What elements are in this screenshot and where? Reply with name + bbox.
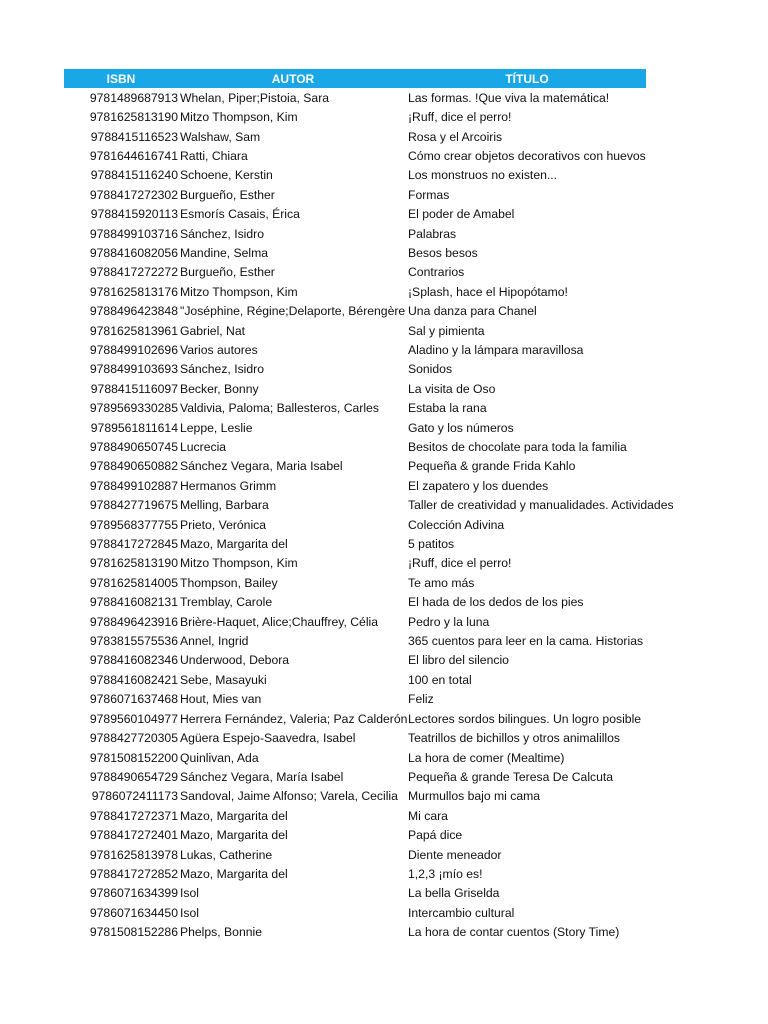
cell-autor[interactable]: Sánchez Vegara, Maria Isabel: [180, 459, 343, 474]
cell-titulo[interactable]: Murmullos bajo mi cama: [408, 789, 541, 804]
table-row[interactable]: [64, 379, 646, 398]
cell-titulo[interactable]: La hora de comer (Mealtime): [408, 750, 565, 765]
cell-isbn[interactable]: 9788427719675: [89, 498, 178, 513]
cell-titulo[interactable]: Sal y pimienta: [408, 323, 485, 338]
table-body: [64, 88, 674, 942]
cell-autor[interactable]: Lukas, Catherine: [180, 847, 273, 862]
cell-isbn[interactable]: 9788416082131: [89, 595, 178, 610]
cell-autor[interactable]: Hout, Mies van: [180, 692, 262, 707]
table-row[interactable]: [64, 690, 646, 709]
table-row[interactable]: [64, 651, 646, 670]
cell-isbn[interactable]: 9781489687913: [89, 90, 178, 105]
cell-titulo[interactable]: Taller de creatividad y manualidades. Actividades: [408, 498, 674, 513]
cell-titulo[interactable]: Feliz: [408, 692, 434, 707]
table-row[interactable]: [64, 418, 646, 437]
cell-isbn[interactable]: 9788499102696: [89, 342, 178, 357]
cell-autor[interactable]: Gabriel, Nat: [180, 323, 246, 338]
cell-isbn[interactable]: 9781625813190: [89, 110, 178, 125]
cell-isbn[interactable]: 9788415116523: [90, 129, 178, 144]
spreadsheet-table: [64, 69, 674, 942]
cell-titulo[interactable]: Intercambio cultural: [408, 905, 515, 920]
cell-isbn[interactable]: 9786071634399: [89, 886, 178, 901]
table-row[interactable]: [64, 476, 646, 495]
table-row[interactable]: [64, 146, 646, 165]
cell-titulo[interactable]: Sonidos: [408, 362, 453, 377]
cell-titulo[interactable]: El poder de Amabel: [408, 207, 515, 222]
cell-titulo[interactable]: Rosa y el Arcoiris: [408, 129, 503, 144]
cell-isbn[interactable]: 9788415920113: [90, 207, 178, 222]
cell-isbn[interactable]: 9788490650745: [89, 440, 178, 455]
table-row[interactable]: [64, 922, 646, 941]
cell-titulo[interactable]: Estaba la rana: [408, 401, 487, 416]
cell-titulo[interactable]: ¡Ruff, dice el perro!: [408, 110, 512, 125]
cell-titulo[interactable]: Mi cara: [408, 808, 448, 823]
cell-autor[interactable]: Herrera Fernández, Valeria; Paz Calderón: [180, 711, 408, 726]
table-row[interactable]: [64, 243, 646, 262]
cell-autor[interactable]: Sánchez, Isidro: [180, 362, 265, 377]
cell-isbn[interactable]: 9788490650882: [89, 459, 178, 474]
column-header-titulo[interactable]: TÍTULO: [505, 71, 549, 86]
table-row[interactable]: [64, 767, 646, 786]
cell-autor[interactable]: Phelps, Bonnie: [180, 925, 262, 940]
cell-titulo[interactable]: La bella Griselda: [408, 886, 500, 901]
cell-autor[interactable]: Thompson, Bailey: [180, 575, 278, 590]
cell-isbn[interactable]: 9788427720305: [89, 731, 178, 746]
cell-titulo[interactable]: La hora de contar cuentos (Story Time): [408, 925, 620, 940]
table-header: [64, 69, 646, 88]
table-row[interactable]: [64, 515, 646, 534]
cell-isbn[interactable]: 9788417272371: [89, 808, 178, 823]
table-row[interactable]: [64, 437, 646, 456]
cell-titulo[interactable]: Te amo más: [408, 575, 475, 590]
cell-titulo[interactable]: Pequeña & grande Teresa De Calcuta: [408, 769, 614, 784]
cell-isbn[interactable]: 9786071637468: [89, 692, 178, 707]
table-row[interactable]: [64, 612, 646, 631]
cell-isbn[interactable]: 9788496423848: [89, 304, 178, 319]
cell-autor[interactable]: Brière-Haquet, Alice;Chauffrey, Célia: [180, 614, 379, 629]
table-row[interactable]: [64, 321, 646, 340]
cell-autor[interactable]: Walshaw, Sam: [180, 129, 261, 144]
cell-isbn[interactable]: 9781625813961: [89, 323, 178, 338]
cell-autor[interactable]: Whelan, Piper;Pistoia, Sara: [180, 90, 330, 105]
cell-isbn[interactable]: 9781625813978: [89, 847, 178, 862]
table-row[interactable]: [64, 554, 646, 573]
cell-isbn[interactable]: 9788496423916: [89, 614, 178, 629]
cell-titulo[interactable]: Una danza para Chanel: [408, 304, 537, 319]
cell-titulo[interactable]: El zapatero y los duendes: [408, 478, 549, 493]
cell-isbn[interactable]: 9781625813190: [89, 556, 178, 571]
cell-isbn[interactable]: 9789568377755: [89, 517, 178, 532]
cell-autor[interactable]: Ratti, Chiara: [180, 148, 248, 163]
cell-autor[interactable]: Mazo, Margarita del: [180, 866, 288, 881]
cell-isbn[interactable]: 9781508152200: [89, 750, 178, 765]
cell-autor[interactable]: Mandine, Selma: [180, 245, 269, 260]
cell-autor[interactable]: Quinlivan, Ada: [180, 750, 259, 765]
cell-autor[interactable]: Leppe, Leslie: [180, 420, 253, 435]
cell-isbn[interactable]: 9788499102887: [89, 478, 178, 493]
cell-autor[interactable]: Varios autores: [180, 342, 258, 357]
cell-titulo[interactable]: ¡Splash, hace el Hipopótamo!: [408, 284, 568, 299]
table-row[interactable]: [64, 282, 646, 301]
cell-autor[interactable]: Melling, Barbara: [180, 498, 269, 513]
cell-isbn[interactable]: 9789560104977: [89, 711, 178, 726]
table-row[interactable]: [64, 127, 646, 146]
table-row[interactable]: [64, 360, 646, 379]
cell-isbn[interactable]: 9788417272272: [89, 265, 178, 280]
cell-titulo[interactable]: Formas: [408, 187, 450, 202]
cell-isbn[interactable]: 9788417272302: [89, 187, 178, 202]
cell-isbn[interactable]: 9788417272852: [89, 866, 178, 881]
table-row[interactable]: [64, 825, 646, 844]
table-row[interactable]: [64, 864, 646, 883]
table-row[interactable]: [64, 224, 646, 243]
cell-isbn[interactable]: 9781625813176: [89, 284, 178, 299]
table-row[interactable]: [64, 670, 646, 689]
cell-autor[interactable]: Hermanos Grimm: [180, 478, 277, 493]
cell-titulo[interactable]: El libro del silencio: [408, 653, 509, 668]
cell-titulo[interactable]: Teatrillos de bichillos y otros animalillos: [408, 731, 621, 746]
cell-autor[interactable]: Sebe, Masayuki: [180, 672, 267, 687]
table-row[interactable]: [64, 399, 646, 418]
cell-titulo[interactable]: Papá dice: [408, 828, 463, 843]
cell-isbn[interactable]: 9786071634450: [89, 905, 178, 920]
cell-autor[interactable]: Valdivia, Paloma; Ballesteros, Carles: [180, 401, 379, 416]
table-row[interactable]: [64, 903, 646, 922]
cell-autor[interactable]: Agüera Espejo-Saavedra, Isabel: [180, 731, 356, 746]
cell-titulo[interactable]: Colección Adivina: [408, 517, 505, 532]
cell-titulo[interactable]: ¡Ruff, dice el perro!: [408, 556, 512, 571]
cell-titulo[interactable]: 5 patitos: [408, 537, 455, 552]
table-row[interactable]: [64, 301, 646, 320]
cell-titulo[interactable]: Cómo crear objetos decorativos con huevos: [408, 148, 646, 163]
table-row[interactable]: [64, 884, 646, 903]
cell-autor[interactable]: Prieto, Verónica: [180, 517, 267, 532]
table-row[interactable]: [64, 204, 646, 223]
cell-titulo[interactable]: Contrarios: [408, 265, 465, 280]
cell-titulo[interactable]: Aladino y la lámpara maravillosa: [408, 342, 584, 357]
cell-isbn[interactable]: 9788416082421: [89, 672, 178, 687]
cell-isbn[interactable]: 9783815575536: [89, 634, 178, 649]
cell-titulo[interactable]: Gato y los números: [408, 420, 514, 435]
cell-titulo[interactable]: Los monstruos no existen...: [408, 168, 558, 183]
cell-autor[interactable]: Tremblay, Carole: [180, 595, 273, 610]
cell-autor[interactable]: Mitzo Thompson, Kim: [180, 284, 298, 299]
cell-autor[interactable]: Mitzo Thompson, Kim: [180, 556, 298, 571]
cell-isbn[interactable]: 9788416082056: [89, 245, 178, 260]
table-row[interactable]: [64, 457, 646, 476]
table-row[interactable]: [64, 340, 646, 359]
cell-autor[interactable]: Sandoval, Jaime Alfonso; Varela, Cecilia: [180, 789, 398, 804]
table-row[interactable]: [64, 263, 646, 282]
cell-autor[interactable]: Sánchez, Isidro: [180, 226, 265, 241]
cell-titulo[interactable]: 1,2,3 ¡mío es!: [408, 866, 483, 881]
cell-autor[interactable]: Mitzo Thompson, Kim: [180, 110, 298, 125]
cell-autor[interactable]: Mazo, Margarita del: [180, 808, 288, 823]
table-row[interactable]: [64, 88, 646, 107]
table-row[interactable]: [64, 806, 646, 825]
cell-autor[interactable]: Esmorís Casais, Érica: [180, 207, 300, 222]
table-row[interactable]: [64, 496, 674, 515]
table-row[interactable]: [64, 593, 646, 612]
cell-autor[interactable]: Burgueño, Esther: [180, 265, 275, 280]
cell-autor[interactable]: Mazo, Margarita del: [180, 828, 288, 843]
cell-isbn[interactable]: 9788499103716: [89, 226, 178, 241]
cell-titulo[interactable]: Besitos de chocolate para toda la familia: [408, 440, 627, 455]
cell-isbn[interactable]: 9788415116097: [90, 381, 178, 396]
cell-titulo[interactable]: La visita de Oso: [408, 381, 496, 396]
cell-autor[interactable]: Isol: [180, 886, 199, 901]
cell-isbn[interactable]: 9781644616741: [89, 148, 178, 163]
cell-autor[interactable]: "Joséphine, Régine;Delaporte, Bérengère: [180, 304, 406, 319]
cell-isbn[interactable]: 9788416082346: [89, 653, 178, 668]
cell-titulo[interactable]: Diente meneador: [408, 847, 502, 862]
cell-isbn[interactable]: 9789569330285: [89, 401, 178, 416]
cell-autor[interactable]: Isol: [180, 905, 199, 920]
cell-isbn[interactable]: 9788417272401: [89, 828, 178, 843]
cell-autor[interactable]: Underwood, Debora: [180, 653, 290, 668]
cell-autor[interactable]: Annel, Ingrid: [180, 634, 249, 649]
cell-autor[interactable]: Mazo, Margarita del: [180, 537, 288, 552]
table-row[interactable]: [64, 845, 646, 864]
table-row[interactable]: [64, 185, 646, 204]
table-row[interactable]: [64, 107, 646, 126]
table-row[interactable]: [64, 748, 646, 767]
cell-titulo[interactable]: Pequeña & grande Frida Kahlo: [408, 459, 576, 474]
cell-autor[interactable]: Lucrecia: [180, 440, 227, 455]
table-row[interactable]: [64, 709, 646, 728]
column-header-autor[interactable]: AUTOR: [271, 71, 315, 86]
table-row[interactable]: [64, 573, 646, 592]
table-row[interactable]: [64, 166, 646, 185]
table-row[interactable]: [64, 787, 646, 806]
cell-isbn[interactable]: 9789561811614: [90, 420, 178, 435]
cell-autor[interactable]: Schoene, Kerstin: [180, 168, 273, 183]
cell-autor[interactable]: Becker, Bonny: [180, 381, 259, 396]
cell-titulo[interactable]: 365 cuentos para leer en la cama. Historias: [408, 634, 644, 649]
cell-isbn[interactable]: 9788499103693: [89, 362, 178, 377]
column-header-isbn[interactable]: ISBN: [106, 71, 136, 86]
cell-autor[interactable]: Burgueño, Esther: [180, 187, 275, 202]
cell-isbn[interactable]: 9786072411173: [91, 789, 178, 804]
cell-titulo[interactable]: Pedro y la luna: [408, 614, 490, 629]
table-row[interactable]: [64, 534, 646, 553]
cell-autor[interactable]: Sánchez Vegara, María Isabel: [180, 769, 344, 784]
cell-isbn[interactable]: 9788490654729: [89, 769, 178, 784]
table-row[interactable]: [64, 631, 646, 650]
cell-titulo[interactable]: Besos besos: [408, 245, 478, 260]
cell-titulo[interactable]: Palabras: [408, 226, 457, 241]
cell-titulo[interactable]: Las formas. !Que viva la matemática!: [408, 90, 610, 105]
cell-isbn[interactable]: 9781508152286: [89, 925, 178, 940]
cell-titulo[interactable]: Lectores sordos bilingues. Un logro posible: [408, 711, 642, 726]
cell-isbn[interactable]: 9781625814005: [89, 575, 178, 590]
table-row[interactable]: [64, 728, 646, 747]
cell-titulo[interactable]: El hada de los dedos de los pies: [408, 595, 584, 610]
cell-isbn[interactable]: 9788417272845: [89, 537, 178, 552]
cell-titulo[interactable]: 100 en total: [408, 672, 472, 687]
cell-isbn[interactable]: 9788415116240: [90, 168, 178, 183]
